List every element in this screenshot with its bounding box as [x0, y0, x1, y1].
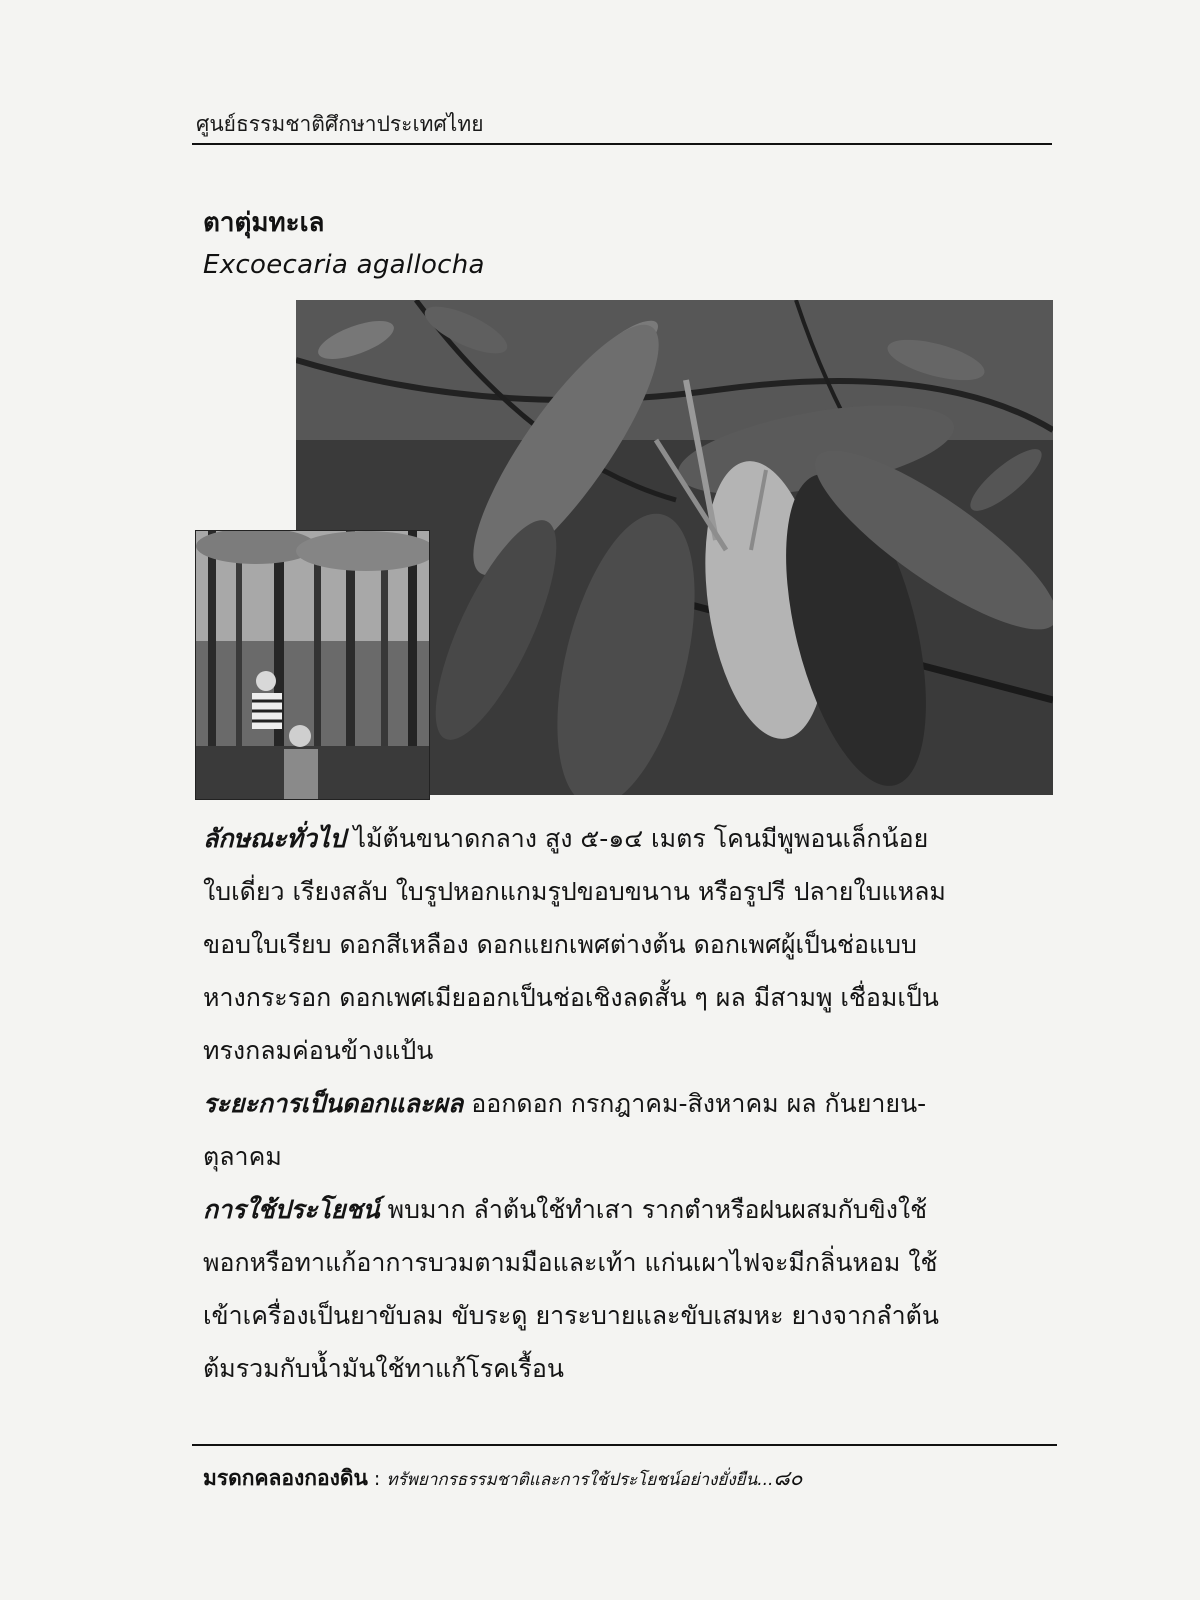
general-line: ใบเดี่ยว เรียงสลับ ใบรูปหอกแกมรูปขอบขนาน หรือรูปรี ปลายใบแหลม — [203, 877, 946, 906]
uses-line: พบมาก ลำต้นใช้ทำเสา รากตำหรือฝนผสมกับขิงใช้ — [387, 1195, 928, 1224]
uses-line: ต้มรวมกับน้ำมันใช้ทาแก้โรคเรื้อน — [203, 1354, 564, 1383]
flowering-line: ออกดอก กรกฎาคม-สิงหาคม ผล กันยายน- — [471, 1089, 927, 1118]
general-paragraph — [203, 812, 1043, 1077]
general-heading: ลักษณะทั่วไป — [203, 824, 346, 853]
uses-heading: การใช้ประโยชน์ — [203, 1195, 380, 1224]
species-scientific-name: Excoecaria agallocha — [203, 250, 485, 280]
flowering-paragraph — [203, 1077, 1043, 1183]
general-line: ทรงกลมค่อนข้างแป้น — [203, 1036, 434, 1065]
flowering-heading: ระยะการเป็นดอกและผล — [203, 1089, 464, 1118]
footer-subtitle: ทรัพยากรธรรมชาติและการใช้ประโยชน์อย่างยั่งยืน... — [386, 1470, 774, 1490]
uses-line: พอกหรือทาแก้อาการบวมตามมือและเท้า แก่นเผาไฟจะมีกลิ่นหอม ใช้ — [203, 1248, 938, 1277]
header-rule — [192, 143, 1052, 145]
footer-rule — [192, 1444, 1057, 1446]
page-footer — [203, 1462, 803, 1495]
footer-book-title: มรดกคลองกองดิน — [203, 1466, 368, 1490]
uses-line: เข้าเครื่องเป็นยาขับลม ขับระดู ยาระบายและขับเสมหะ ยางจากลำต้น — [203, 1301, 939, 1330]
mangrove-forest-photo — [195, 530, 430, 800]
general-line: ขอบใบเรียบ ดอกสีเหลือง ดอกแยกเพศต่างต้น ดอกเพศผู้เป็นช่อแบบ — [203, 930, 917, 959]
species-thai-name: ตาตุ่มทะเล — [203, 208, 325, 238]
species-description — [203, 812, 1043, 1395]
general-line: หางกระรอก ดอกเพศเมียออกเป็นช่อเชิงลดสั้น ๆ ผล มีสามพู เชื่อมเป็น — [203, 983, 939, 1012]
general-line: ไม้ต้นขนาดกลาง สูง ๕-๑๔ เมตร โคนมีพูพอนเล็กน้อย — [353, 824, 929, 853]
running-header: ศูนย์ธรรมชาติศึกษาประเทศไทย — [196, 112, 484, 136]
page-number: ๘๐ — [773, 1466, 803, 1490]
footer-separator: : — [367, 1468, 387, 1490]
uses-paragraph — [203, 1183, 1043, 1395]
flowering-line: ตุลาคม — [203, 1142, 282, 1171]
